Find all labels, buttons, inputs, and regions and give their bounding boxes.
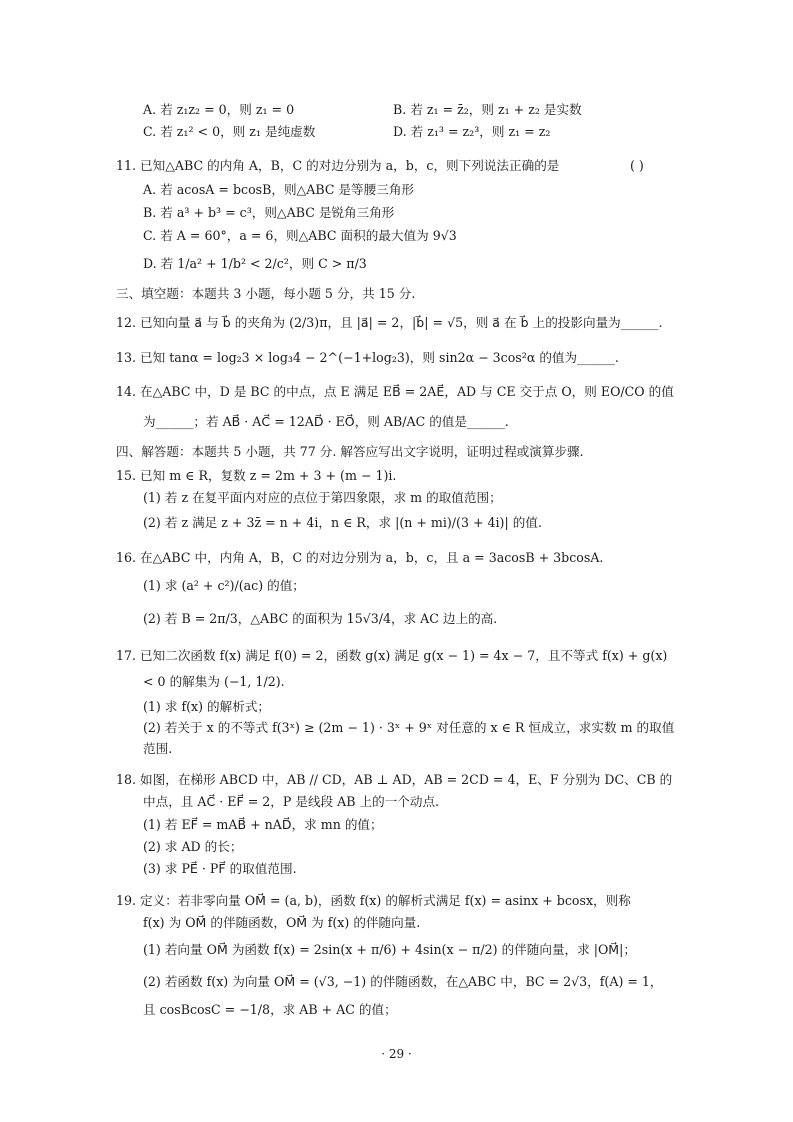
- q17-part2: (2) 若关于 x 的不等式 f(3ˣ) ≥ (2m − 1) · 3ˣ + 9ˣ 对任意的 x ∈ R 恒成立，求实数 m 的取值: [143, 720, 675, 735]
- q17-line2: < 0 的解集为 (−1, 1/2).: [143, 674, 285, 689]
- q15-part2: (2) 若 z 满足 z + 3z̄ = n + 4i，n ∈ R，求 |(n + mi)/(3 + 4i)| 的值.: [143, 515, 542, 530]
- q10-option-b: B. 若 z₁ = z̄₂，则 z₁ + z₂ 是实数: [393, 102, 582, 117]
- q11-option-d: D. 若 1/a² + 1/b² < 2/c²，则 C > π/3: [143, 256, 367, 271]
- section-four-heading: 四、解答题：本题共 5 小题，共 77 分. 解答应写出文字说明，证明过程或演算步骤.: [116, 444, 584, 459]
- q11-option-a: A. 若 acosA = bcosB，则△ABC 是等腰三角形: [143, 182, 415, 197]
- q11-option-b: B. 若 a³ + b³ = c³，则△ABC 是锐角三角形: [143, 205, 395, 220]
- q16-part2: (2) 若 B = 2π/3，△ABC 的面积为 15√3/4，求 AC 边上的高.: [143, 611, 498, 626]
- q17-part1: (1) 求 f(x) 的解析式；: [143, 699, 271, 714]
- q17-part2-cont: 范围.: [143, 741, 173, 756]
- q13: 13. 已知 tanα = log₂3 × log₃4 − 2^(−1+log₂3)，则 sin2α − 3cos²α 的值为______.: [116, 350, 619, 365]
- q11-option-c: C. 若 A = 60°，a = 6，则△ABC 面积的最大值为 9√3: [143, 228, 457, 243]
- q18-line2: 中点，且 AC⃗ · EF⃗ = 2，P 是线段 AB 上的一个动点.: [143, 794, 440, 809]
- q10-option-a: A. 若 z₁z₂ = 0，则 z₁ = 0: [143, 102, 295, 117]
- q12: 12. 已知向量 a⃗ 与 b⃗ 的夹角为 (2/3)π，且 |a⃗| = 2，|b⃗| = √5，则 a⃗ 在 b⃗ 上的投影向量为______.: [116, 315, 663, 330]
- q19-part2-cont: 且 cosBcosC = −1/8，求 AB + AC 的值；: [143, 1002, 397, 1017]
- q14-line1: 14. 在△ABC 中，D 是 BC 的中点，点 E 满足 EB⃗ = 2AE⃗，AD 与 CE 交于点 O，则 EO/CO 的值: [116, 384, 674, 399]
- q17-line1: 17. 已知二次函数 f(x) 满足 f(0) = 2，函数 g(x) 满足 g(x − 1) = 4x − 7，且不等式 f(x) + g(x): [116, 648, 668, 663]
- q15-part1: (1) 若 z 在复平面内对应的点位于第四象限，求 m 的取值范围；: [143, 490, 502, 505]
- q19-part2: (2) 若函数 f(x) 为向量 OM⃗ = (√3, −1) 的伴随函数，在△ABC 中，BC = 2√3，f(A) = 1，: [143, 974, 663, 989]
- q18-part2: (2) 求 AD 的长；: [143, 839, 243, 854]
- q18-part1: (1) 若 EF⃗ = mAB⃗ + nAD⃗，求 mn 的值；: [143, 817, 383, 832]
- q19-line1: 19. 定义：若非零向量 OM⃗ = (a, b)，函数 f(x) 的解析式满足 f(x) = asinx + bcosx，则称: [116, 893, 631, 908]
- q11-stem: 11. 已知△ABC 的内角 A，B，C 的对边分别为 a，b，c，则下列说法正确的是: [116, 158, 560, 173]
- q18-line1: 18. 如图，在梯形 ABCD 中，AB // CD，AB ⊥ AD，AB = 2CD = 4，E、F 分别为 DC、CB 的: [116, 772, 673, 787]
- q18-part3: (3) 求 PE⃗ · PF⃗ 的取值范围.: [143, 861, 297, 876]
- q15-stem: 15. 已知 m ∈ R，复数 z = 2m + 3 + (m − 1)i.: [116, 468, 397, 483]
- q16-stem: 16. 在△ABC 中，内角 A，B，C 的对边分别为 a，b，c，且 a = 3acosB + 3bcosA.: [116, 550, 604, 565]
- q16-part1: (1) 求 (a² + c²)/(ac) 的值；: [143, 578, 305, 593]
- q19-part1: (1) 若向量 OM⃗ 为函数 f(x) = 2sin(x + π/6) + 4sin(x − π/2) 的伴随向量，求 |OM⃗|；: [143, 942, 637, 957]
- q11-answer-bracket: ( ): [630, 158, 644, 173]
- page-number: · 29 ·: [381, 1047, 412, 1061]
- q19-line2: f(x) 为 OM⃗ 的伴随函数，OM⃗ 为 f(x) 的伴随向量.: [143, 915, 421, 930]
- section-three-heading: 三、填空题：本题共 3 小题，每小题 5 分，共 15 分.: [116, 286, 416, 301]
- q10-option-d: D. 若 z₁³ = z₂³，则 z₁ = z₂: [393, 124, 551, 139]
- q14-line2: 为______；若 AB⃗ · AC⃗ = 12AD⃗ · EO⃗，则 AB/AC 的值是______.: [143, 414, 509, 429]
- q10-option-c: C. 若 z₁² < 0，则 z₁ 是纯虚数: [143, 124, 316, 139]
